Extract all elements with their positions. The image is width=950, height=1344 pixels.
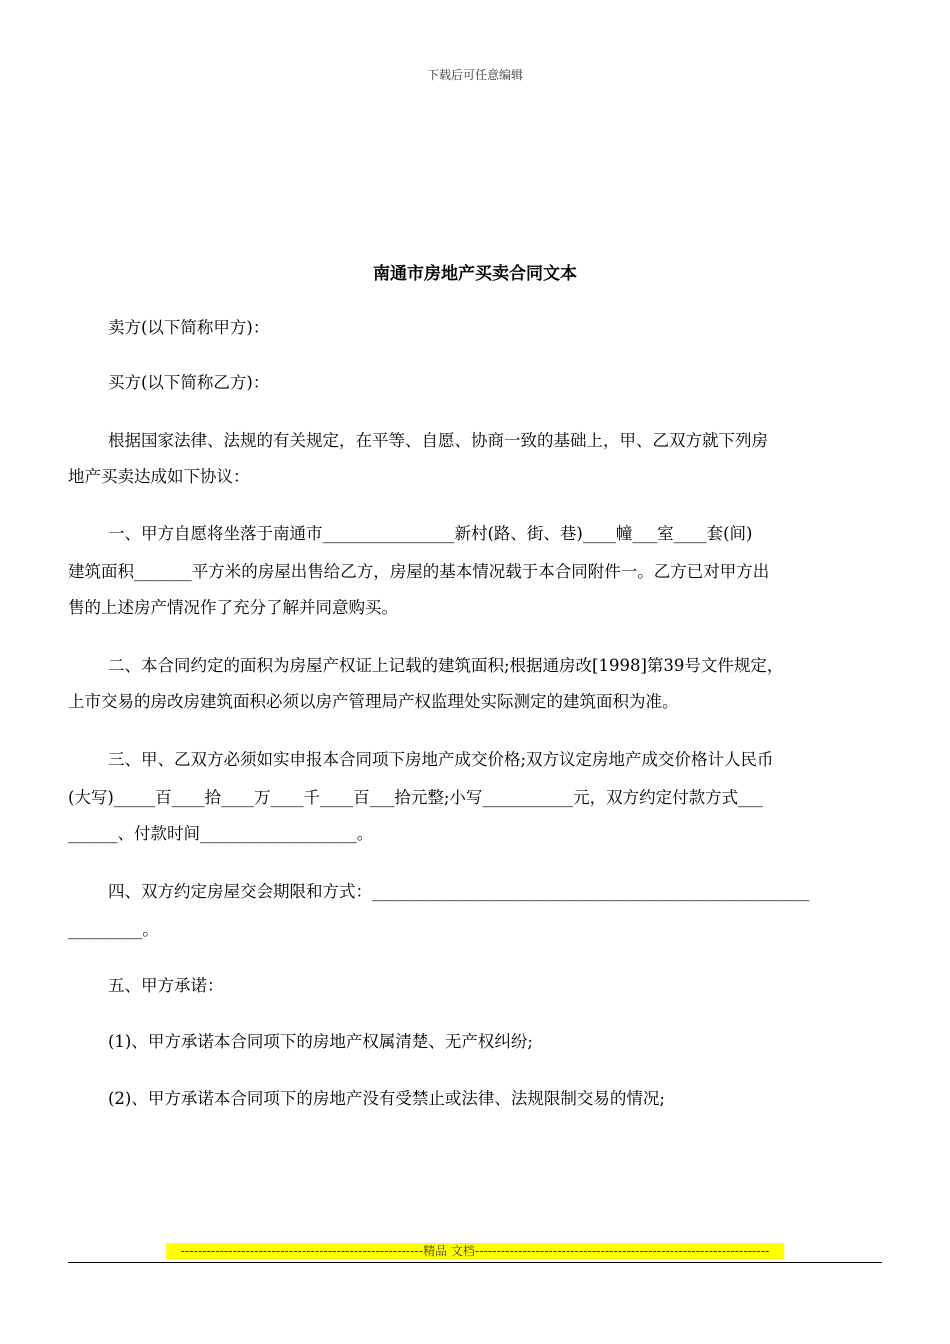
clause5-item-2: (2)、甲方承诺本合同项下的房地产没有受禁止或法律、法规限制交易的情况; [108, 1089, 665, 1108]
seller-line: 卖方(以下简称甲方)： [108, 318, 270, 337]
buyer-line: 买方(以下简称乙方)： [108, 373, 270, 392]
preamble-line-1: 根据国家法律、法规的有关规定，在平等、自愿、协商一致的基础上，甲、乙双方就下列房 [108, 431, 768, 450]
footer-label: --------------------------------------------------------精品 文档-------------------------------------------------------------------- [166, 1243, 784, 1259]
header-note: 下载后可任意编辑 [426, 68, 523, 82]
clause2-line-2: 上市交易的房改房建筑面积必须以房产管理局产权监理处实际测定的建筑面积为准。 [68, 692, 679, 711]
preamble-line-2: 地产买卖达成如下协议： [68, 467, 250, 486]
clause1-line-1: 一、甲方自愿将坐落于南通市________________新村(路、街、巷)____幢___室____套(间) [108, 524, 753, 543]
clause3-line-3: ______、付款时间___________________。 [68, 824, 374, 843]
clause3-line-2: (大写)_____百____拾____万____千____百___拾元整;小写___________元，双方约定付款方式___ [68, 788, 763, 807]
clause4-line-2: _________。 [68, 920, 159, 939]
clause2-line-1: 二、本合同约定的面积为房屋产权证上记载的建筑面积;根据通房改[1998]第39号文件规定， [108, 656, 784, 675]
clause1-line-3: 售的上述房产情况作了充分了解并同意购买。 [68, 598, 398, 617]
clause4-line-1: 四、双方约定房屋交会期限和方式：_____________________________________________________ [108, 882, 810, 901]
clause5-heading: 五、甲方承诺： [108, 976, 224, 995]
footer-divider [68, 1262, 882, 1263]
clause3-line-1: 三、甲、乙双方必须如实申报本合同项下房地产成交价格;双方议定房地产成交价格计人民币 [108, 750, 774, 769]
clause1-line-2: 建筑面积_______平方米的房屋出售给乙方，房屋的基本情况载于本合同附件一。乙方已对甲方出 [68, 562, 770, 581]
document-title: 南通市房地产买卖合同文本 [373, 264, 577, 284]
clause5-item-1: (1)、甲方承诺本合同项下的房地产权属清楚、无产权纠纷; [108, 1032, 533, 1051]
